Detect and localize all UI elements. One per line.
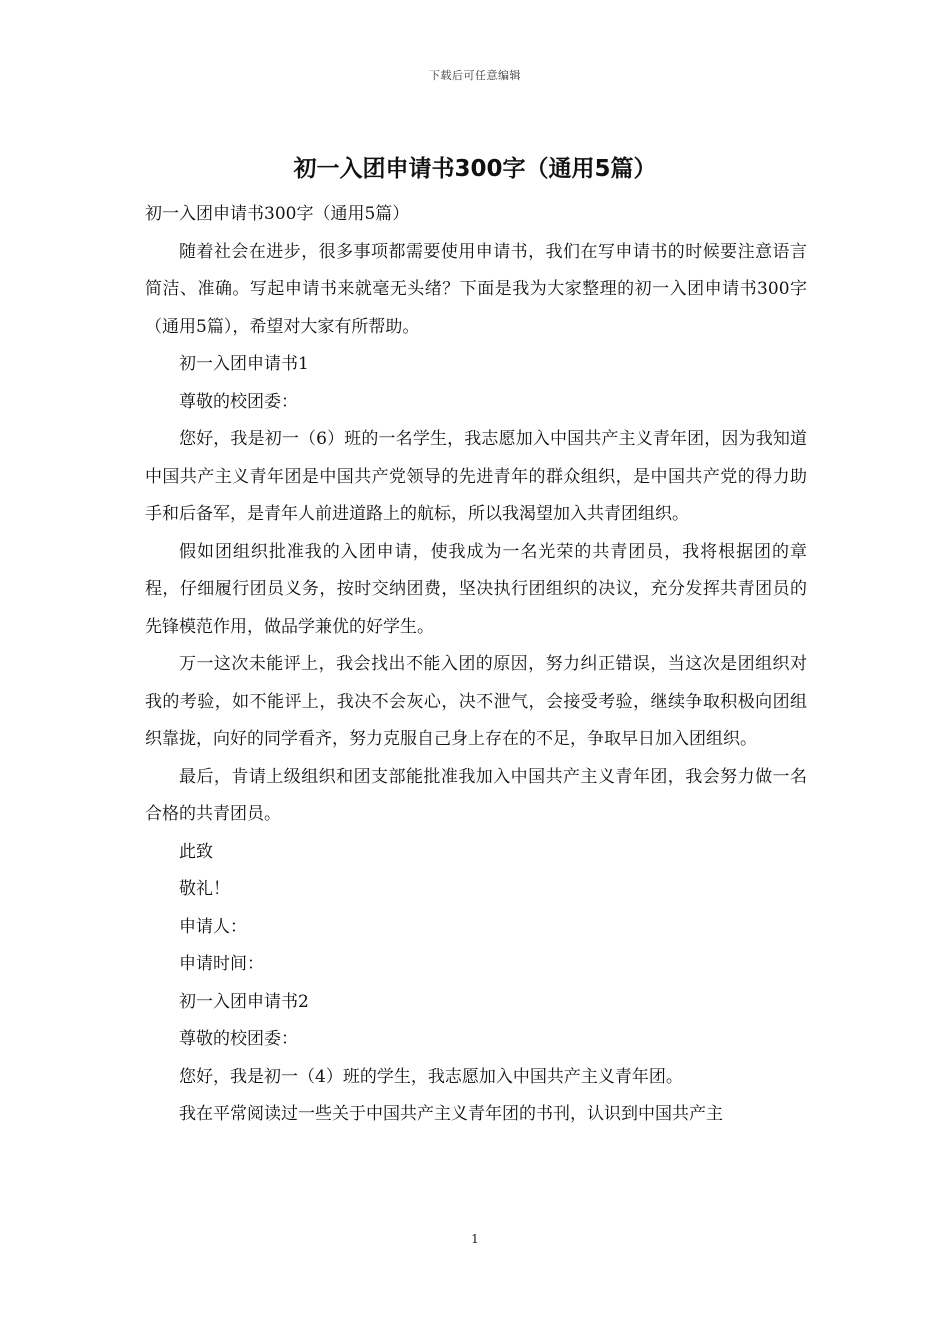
body-paragraph: 随着社会在进步，很多事项都需要使用申请书，我们在写申请书的时候要注意语言简洁、准确。写起申请书来就毫无头绪？下面是我为大家整理的初一入团申请书300字（通用5篇），希望对大家有所帮助。 (145, 241, 807, 337)
document-body (145, 196, 807, 1134)
body-paragraph: 您好，我是初一（6）班的一名学生，我志愿加入中国共产主义青年团，因为我知道中国共产主义青年团是中国共产党领导的先进青年的群众组织，是中国共产党的得力助手和后备军，是青年人前进道路上的航标，所以我渴望加入共青团组织。 (145, 429, 807, 524)
body-paragraph: 假如团组织批准我的入团申请，使我成为一名光荣的共青团员，我将根据团的章程，仔细履行团员义务，按时交纳团费，坚决执行团组织的决议，充分发挥共青团员的先锋模范作用，做品学兼优的好学生。 (145, 541, 807, 637)
body-paragraph: 初一入团申请书2 (179, 991, 309, 1012)
page-number: 1 (471, 1232, 479, 1246)
body-paragraph: 此致 (179, 841, 213, 862)
body-paragraph: 申请人： (179, 916, 247, 937)
body-paragraph: 您好，我是初一（4）班的学生，我志愿加入中国共产主义青年团。 (179, 1066, 683, 1087)
body-paragraph: 申请时间： (179, 954, 264, 974)
body-paragraph: 尊敬的校团委： (179, 391, 298, 412)
document-title: 初一入团申请书300字（通用5篇） (293, 156, 657, 182)
body-paragraph: 最后，肯请上级组织和团支部能批准我加入中国共产主义青年团，我会努力做一名合格的共青团员。 (145, 766, 807, 824)
body-paragraph: 万一这次未能评上，我会找出不能入团的原因，努力纠正错误，当这次是团组织对我的考验，如不能评上，我决不会灰心，决不泄气，会接受考验，继续争取积极向团组织靠拢，向好的同学看齐，努力克服自己身上存在的不足，争取早日加入团组织。 (145, 654, 807, 749)
page-header-note: 下载后可任意编辑 (429, 69, 521, 82)
body-paragraph: 敬礼！ (179, 879, 230, 899)
body-paragraph: 尊敬的校团委： (179, 1029, 298, 1049)
body-paragraph: 我在平常阅读过一些关于中国共产主义青年团的书刊，认识到中国共产主 (179, 1104, 723, 1124)
body-paragraph: 初一入团申请书1 (179, 354, 309, 374)
body-paragraph: 初一入团申请书300字（通用5篇） (145, 204, 410, 224)
